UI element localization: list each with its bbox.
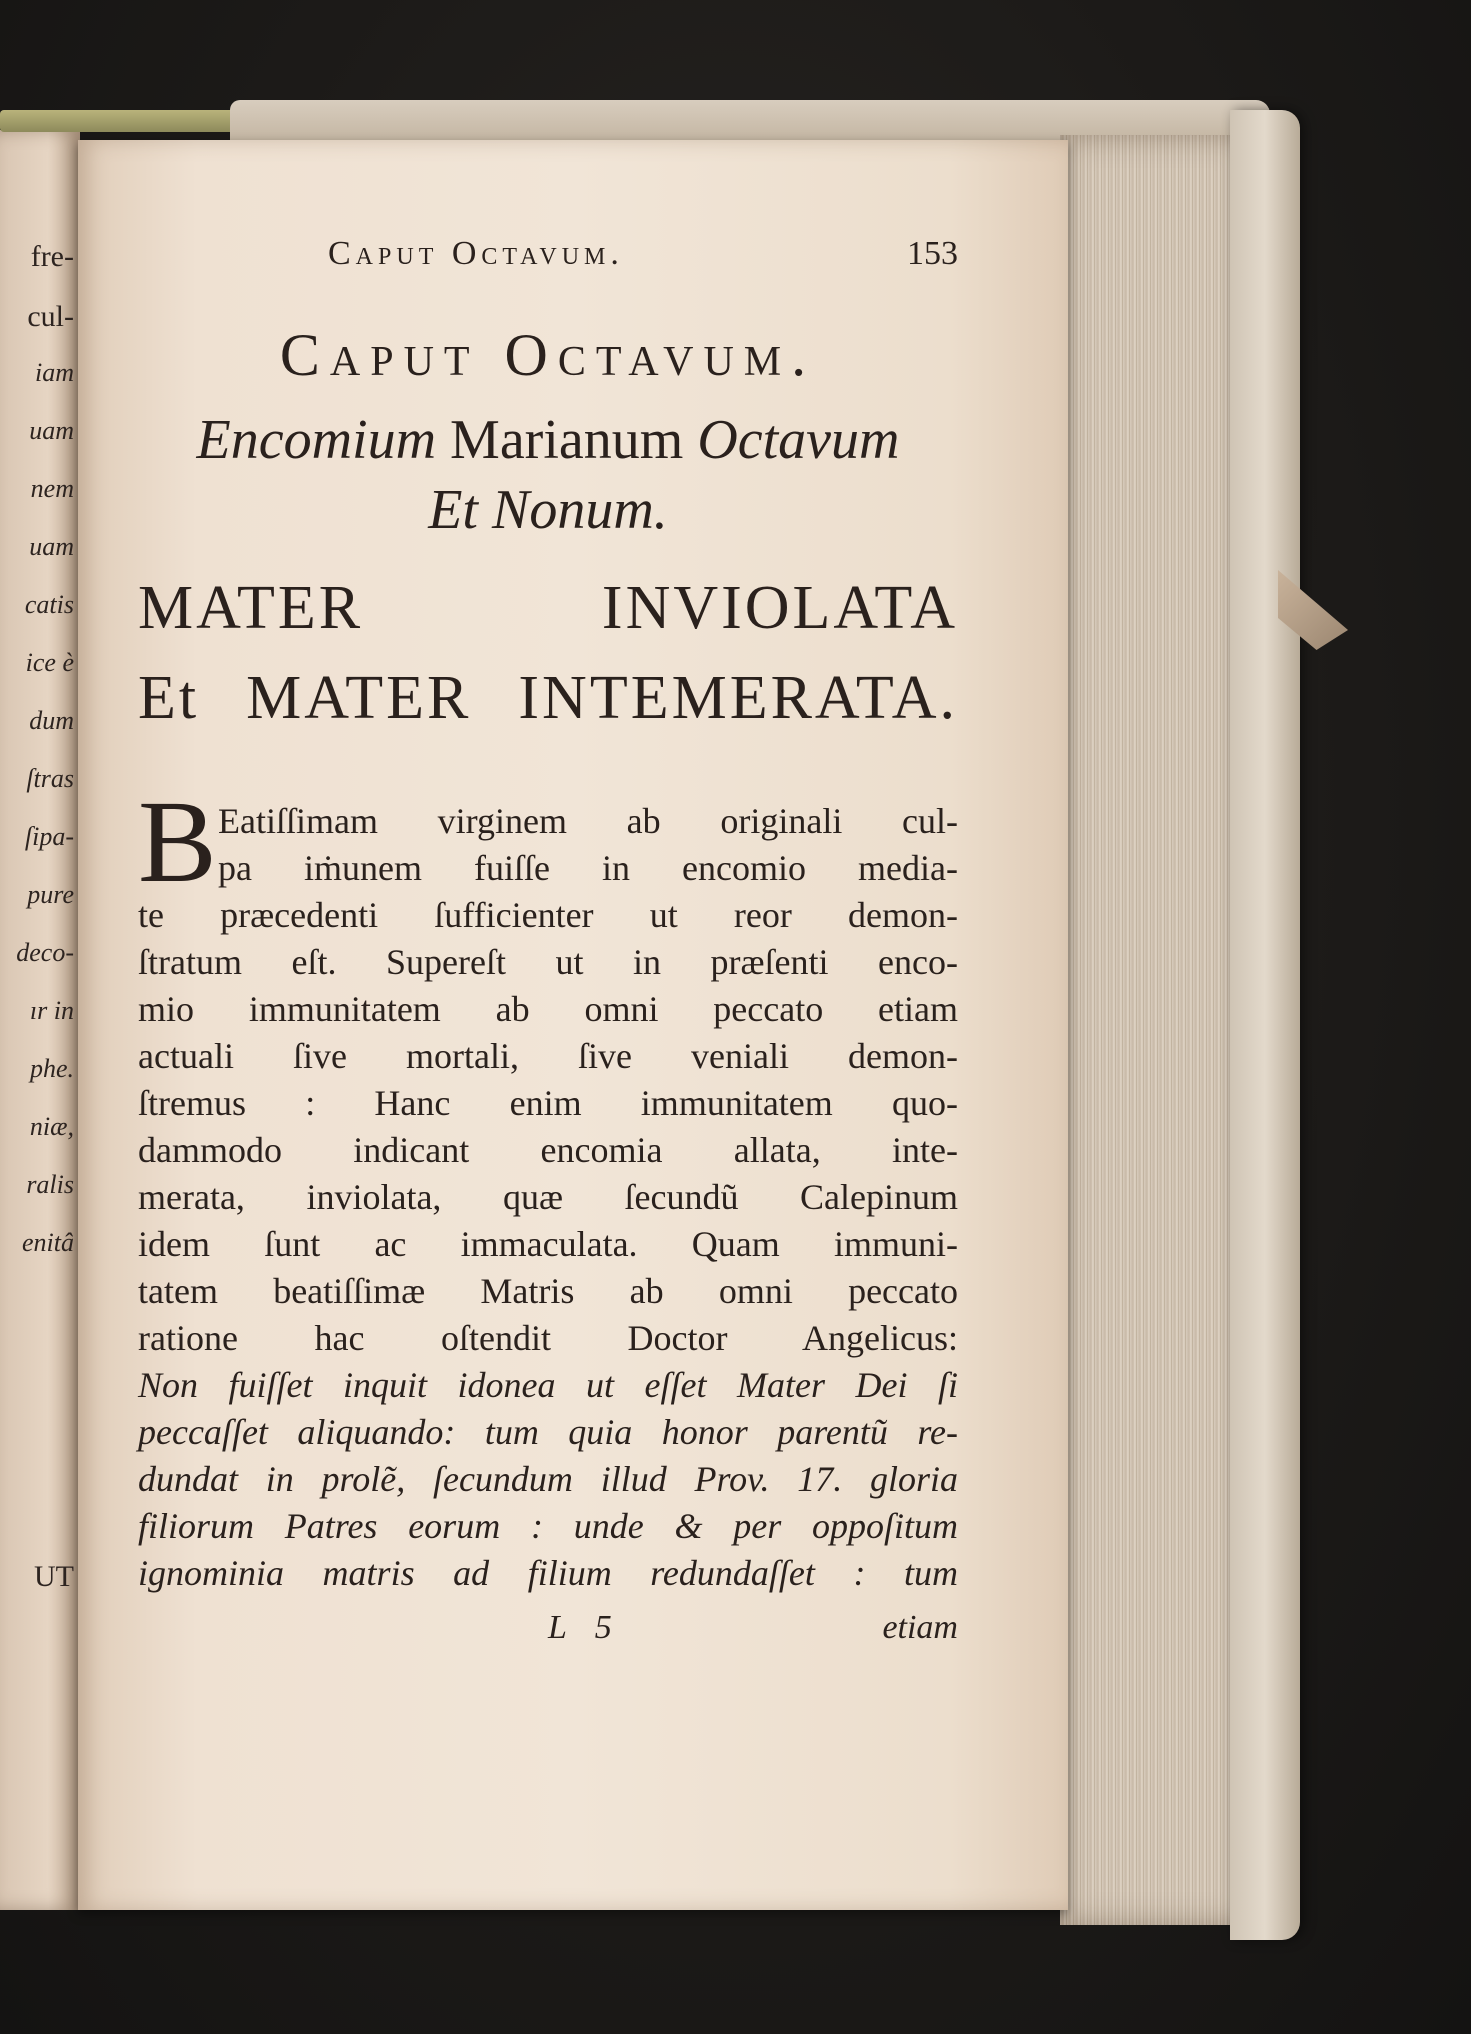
body-line: tatem beatiſſimæ Matris ab omni peccato <box>138 1271 958 1311</box>
body-line: ignominia matris ad filium redundaſſet : tum <box>138 1553 958 1593</box>
body-line: idem ſunt ac immaculata. Quam immuni- <box>138 1224 958 1264</box>
left-page-fragment: ſipa- <box>24 822 74 851</box>
cover-top-edge <box>230 100 1270 140</box>
left-page-fragment: UT <box>34 1560 74 1593</box>
left-page-fragment: nem <box>30 474 74 503</box>
caps-heading-line-1: MATER INVIOLATA <box>138 574 958 642</box>
body-line: peccaſſet aliquando: tum quia honor parentũ re- <box>138 1412 958 1452</box>
left-page-fragment: phe. <box>29 1054 74 1083</box>
body-line: mio immunitatem ab omni peccato etiam <box>138 989 958 1029</box>
page-footer <box>138 1603 958 1653</box>
chapter-title: Caput Octavum. <box>279 322 817 388</box>
body-line: Non fuiſſet inquit idonea ut eſſet Mater Dei ſi <box>138 1365 958 1405</box>
caps-heading-line-2: Et MATER INTEMERATA. <box>138 664 958 732</box>
left-page-fragment: niæ, <box>29 1112 74 1141</box>
page-number: 153 <box>907 235 958 272</box>
body-line: dammodo indicant encomia allata, inte- <box>138 1130 958 1170</box>
body-line: pa iṁunem fuiſſe in encomio media- <box>218 848 958 888</box>
subtitle-marianum: Marianum <box>450 409 684 471</box>
left-page-fragment: ır in <box>29 996 74 1025</box>
body-line: Eatiſſimam virginem ab originali cul- <box>218 801 958 841</box>
caps-heading <box>138 563 958 743</box>
page-text <box>138 235 958 1653</box>
body-text <box>138 776 958 1597</box>
running-head-title: Caput Octavum. <box>328 235 624 272</box>
left-page-fragment: uam <box>29 416 74 445</box>
body-line: ſtratum eſt. Supereſt ut in præſenti enco- <box>138 942 958 982</box>
book-page <box>78 140 1068 1910</box>
left-page-fragment: cul- <box>27 300 74 333</box>
body-line: actuali ſive mortali, ſive veniali demon- <box>138 1036 958 1076</box>
left-page-fragment: ice è <box>25 648 74 677</box>
subtitle-et-nonum: Et Nonum. <box>428 479 668 541</box>
left-page-fragment: deco- <box>16 938 74 967</box>
binding-strip <box>0 110 240 132</box>
left-page-fragment: fre- <box>30 240 74 273</box>
left-page-fragment: enitâ <box>22 1228 74 1257</box>
subtitle-encomium: Encomium <box>196 409 437 471</box>
body-line: ratione hac oſtendit Doctor Angelicus: <box>138 1318 958 1358</box>
catchword: etiam <box>882 1609 958 1646</box>
left-page-fragment: dum <box>29 706 74 735</box>
body-line: ſtremus : Hanc enim immunitatem quo- <box>138 1083 958 1123</box>
drop-cap: B <box>138 776 217 907</box>
cover-fore-edge <box>1230 110 1300 1940</box>
body-line: filiorum Patres eorum : unde & per oppoſitum <box>138 1506 958 1546</box>
left-page-fragment: uam <box>29 532 74 561</box>
left-page-fragment: ſtras <box>26 764 74 793</box>
left-page-fragment: iam <box>35 358 74 387</box>
left-page-fragment: catis <box>24 590 74 619</box>
running-head <box>138 235 958 295</box>
body-line: dundat in prolẽ, ſecundum illud Prov. 17. gloria <box>138 1459 958 1499</box>
body-line: merata, inviolata, quæ ſecundũ Calepinum <box>138 1177 958 1217</box>
subtitle <box>138 405 958 545</box>
left-page-fragment: pure <box>27 880 74 909</box>
signature-mark: L 5 <box>548 1609 622 1646</box>
left-page-fragment: ralis <box>26 1170 74 1199</box>
page-edges <box>1060 135 1250 1925</box>
previous-page <box>0 130 80 1910</box>
subtitle-octavum: Octavum <box>697 409 900 471</box>
body-line: te præcedenti ſufficienter ut reor demon- <box>138 895 958 935</box>
